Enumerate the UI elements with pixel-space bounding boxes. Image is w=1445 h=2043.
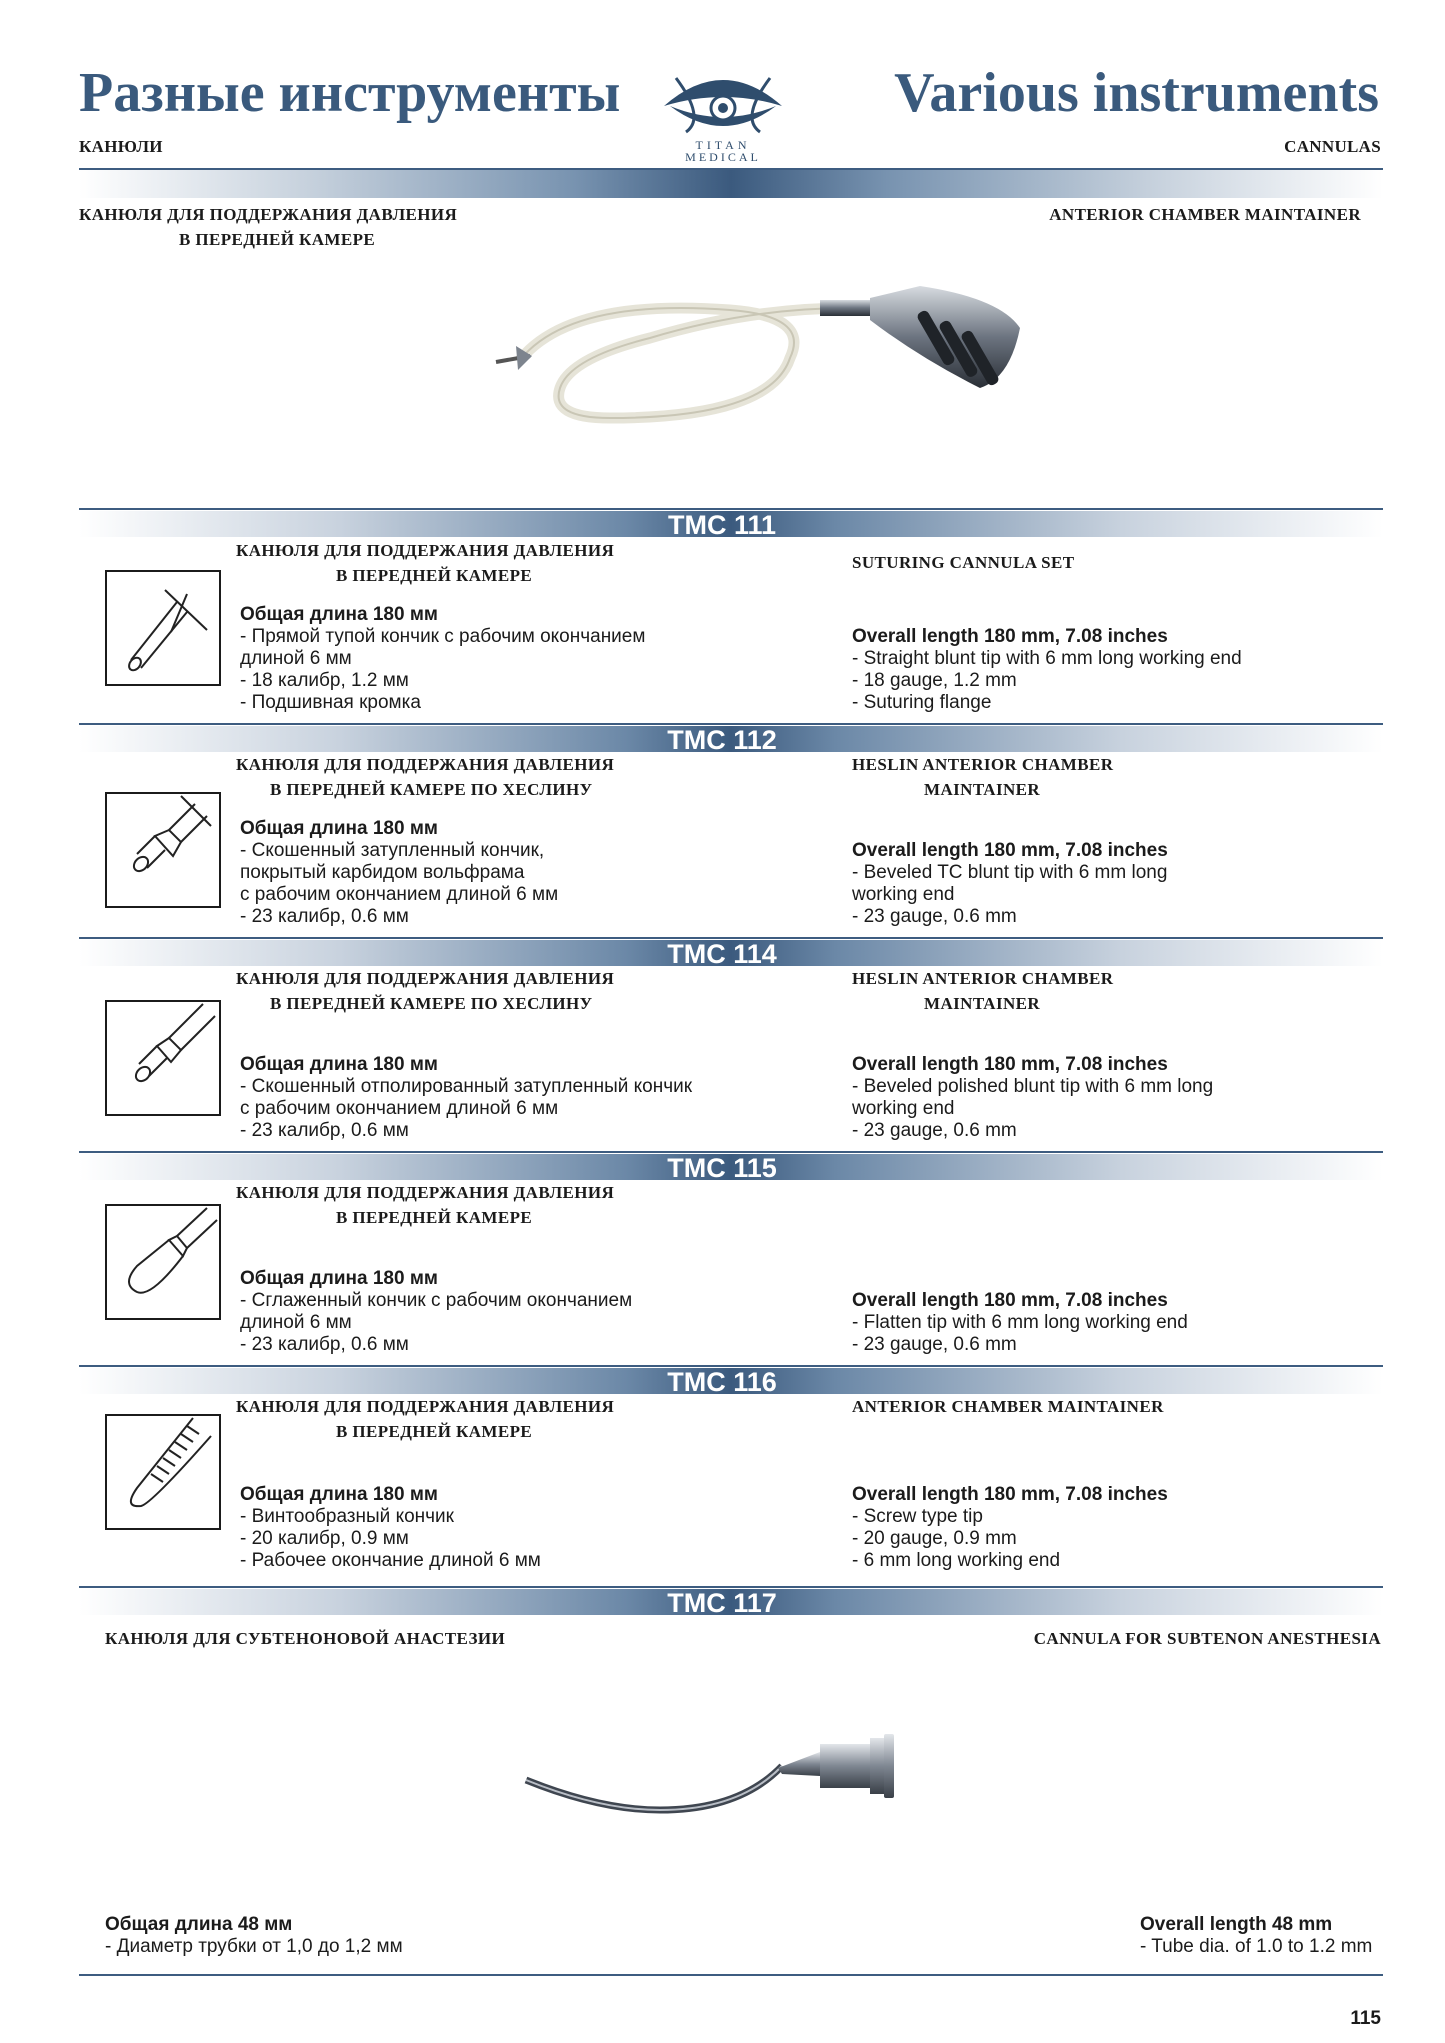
item-thumbnail: [105, 1414, 221, 1530]
item-title-ru-line2: В ПЕРЕДНЕЙ КАМЕРЕ: [336, 566, 533, 585]
item-thumbnail: [105, 570, 221, 686]
top-caption-ru-line1: КАНЮЛЯ ДЛЯ ПОДДЕРЖАНИЯ ДАВЛЕНИЯ: [79, 205, 458, 224]
beveled-tc-tip-icon: [107, 794, 219, 906]
item-spec-ru: [240, 818, 558, 928]
spec-line: покрытый карбидом вольфрама: [240, 862, 525, 883]
spec-line: - Straight blunt tip with 6 mm long working end: [852, 648, 1242, 669]
spec-line: - 23 калибр, 0.6 мм: [240, 906, 409, 927]
beveled-polished-tip-icon: [107, 1002, 219, 1114]
item-title-ru: [236, 1180, 614, 1230]
item-spec-ru: [240, 1268, 632, 1356]
spec-heading: Общая длина 48 мм: [105, 1914, 293, 1935]
top-caption-ru-line2: В ПЕРЕДНЕЙ КАМЕРЕ: [179, 230, 376, 249]
straight-blunt-tip-icon: [107, 572, 219, 684]
spec-heading: Общая длина 180 мм: [240, 1268, 438, 1289]
item-title-en: [852, 966, 1113, 1016]
last-item-spec-ru: [105, 1914, 403, 1958]
last-item-caption-en: CANNULA FOR SUBTENON ANESTHESIA: [1033, 1629, 1381, 1648]
item-thumbnail: [105, 1000, 221, 1116]
item-thumbnail: [105, 1204, 221, 1320]
item-title-ru-line1: КАНЮЛЯ ДЛЯ ПОДДЕРЖАНИЯ ДАВЛЕНИЯ: [236, 755, 615, 774]
item-title-ru: [236, 752, 614, 802]
item-spec-en: [852, 840, 1168, 928]
spec-line: длиной 6 мм: [240, 648, 352, 669]
item-title-ru-line1: КАНЮЛЯ ДЛЯ ПОДДЕРЖАНИЯ ДАВЛЕНИЯ: [236, 541, 615, 560]
spec-heading: Overall length 180 mm, 7.08 inches: [852, 1290, 1168, 1311]
spec-line: - 23 gauge, 0.6 mm: [852, 1334, 1017, 1355]
spec-line: - 18 калибр, 1.2 мм: [240, 670, 409, 691]
spec-heading: Overall length 180 mm, 7.08 inches: [852, 840, 1168, 861]
page-title-ru: Разные инструменты: [79, 62, 621, 124]
item-title-ru-line1: КАНЮЛЯ ДЛЯ ПОДДЕРЖАНИЯ ДАВЛЕНИЯ: [236, 1183, 615, 1202]
spec-line: длиной 6 мм: [240, 1312, 352, 1333]
spec-line: - Диаметр трубки от 1,0 до 1,2 мм: [105, 1936, 403, 1957]
item-title-ru: [236, 966, 614, 1016]
spec-line: - 20 gauge, 0.9 mm: [852, 1528, 1017, 1549]
item-spec-en: [852, 626, 1242, 714]
spec-line: - 6 mm long working end: [852, 1550, 1061, 1571]
last-item-spec-en: [1140, 1914, 1372, 1958]
item-title-ru-line2: В ПЕРЕДНЕЙ КАМЕРЕ: [336, 1208, 533, 1227]
item-spec-en: [852, 1290, 1188, 1356]
item-spec-en: [852, 1054, 1213, 1142]
spec-line: - 23 gauge, 0.6 mm: [852, 906, 1017, 927]
item-code: TMC 114: [667, 939, 777, 969]
item-title-en-line2: MAINTAINER: [924, 780, 1041, 799]
subtenon-cannula-photo-icon: [520, 1730, 920, 1840]
spec-line: - Screw type tip: [852, 1506, 983, 1527]
spec-line: - Flatten tip with 6 mm long working end: [852, 1312, 1188, 1333]
spec-line: working end: [852, 1098, 955, 1119]
page-title-en: Various instruments: [894, 62, 1379, 124]
screw-type-tip-icon: [107, 1416, 219, 1528]
section-subtitle-ru: КАНЮЛИ: [79, 137, 163, 156]
spec-heading: Общая длина 180 мм: [240, 818, 438, 839]
item-title-ru-line2: В ПЕРЕДНЕЙ КАМЕРЕ: [336, 1422, 533, 1441]
top-caption-en: ANTERIOR CHAMBER MAINTAINER: [1049, 205, 1361, 224]
spec-line: - 18 gauge, 1.2 mm: [852, 670, 1017, 691]
page-number: 115: [1350, 2008, 1381, 2029]
spec-line: - Прямой тупой кончик с рабочим окончанием: [240, 626, 646, 647]
spec-line: - 20 калибр, 0.9 мм: [240, 1528, 409, 1549]
item-spec-ru: [240, 1484, 541, 1572]
item-title-ru: [236, 538, 614, 588]
item-title-ru: [236, 1394, 614, 1444]
item-title-en: [852, 550, 1074, 575]
logo-text-line1: TITAN: [695, 138, 751, 152]
spec-line: - 23 gauge, 0.6 mm: [852, 1120, 1017, 1141]
item-title-ru-line1: КАНЮЛЯ ДЛЯ ПОДДЕРЖАНИЯ ДАВЛЕНИЯ: [236, 1397, 615, 1416]
anterior-chamber-maintainer-image: [490, 268, 1050, 448]
item-thumbnail: [105, 792, 221, 908]
spec-line: working end: [852, 884, 955, 905]
item-title-en: [852, 1394, 1164, 1419]
item-spec-en: [852, 1484, 1168, 1572]
last-item-caption-ru: КАНЮЛЯ ДЛЯ СУБТЕНОНОВОЙ АНАСТЕЗИИ: [105, 1629, 506, 1648]
item-code: TMC 117: [667, 1588, 777, 1618]
spec-heading: Общая длина 180 мм: [240, 1054, 438, 1075]
spec-heading: Overall length 180 mm, 7.08 inches: [852, 1484, 1168, 1505]
spec-line: - Скошенный отполированный затупленный кончик: [240, 1076, 693, 1097]
spec-line: - Скошенный затупленный кончик,: [240, 840, 545, 861]
titan-medical-logo: [656, 58, 790, 162]
item-title-en-line1: SUTURING CANNULA SET: [852, 553, 1075, 572]
spec-line: - Винтообразный кончик: [240, 1506, 454, 1527]
item-title-en-line1: ANTERIOR CHAMBER MAINTAINER: [852, 1397, 1164, 1416]
spec-line: - Подшивная кромка: [240, 692, 421, 713]
spec-line: - Beveled TC blunt tip with 6 mm long: [852, 862, 1168, 883]
spec-line: - Suturing flange: [852, 692, 992, 713]
logo-text-line2: MEDICAL: [685, 150, 761, 164]
spec-heading: Overall length 48 mm: [1140, 1914, 1333, 1935]
spec-heading: Overall length 180 mm, 7.08 inches: [852, 1054, 1168, 1075]
footer-divider: [79, 1974, 1383, 1976]
section-subtitle-en: CANNULAS: [1284, 137, 1381, 156]
subtenon-cannula-image: [520, 1730, 920, 1840]
spec-line: - 23 калибр, 0.6 мм: [240, 1334, 409, 1355]
item-spec-ru: [240, 1054, 692, 1142]
spec-line: - Сглаженный кончик с рабочим окончанием: [240, 1290, 633, 1311]
item-title-en-line1: HESLIN ANTERIOR CHAMBER: [852, 969, 1114, 988]
spec-line: - Рабочее окончание длиной 6 мм: [240, 1550, 541, 1571]
item-code: TMC 111: [667, 510, 777, 540]
top-caption-ru: [79, 202, 457, 252]
item-title-en: [852, 752, 1113, 802]
spec-heading: Overall length 180 mm, 7.08 inches: [852, 626, 1168, 647]
item-code: TMC 112: [667, 725, 777, 755]
item-title-ru-line2: В ПЕРЕДНЕЙ КАМЕРЕ ПО ХЕСЛИНУ: [270, 994, 593, 1013]
spec-line: с рабочим окончанием длиной 6 мм: [240, 1098, 559, 1119]
item-code: TMC 115: [667, 1153, 777, 1183]
spec-line: - Tube dia. of 1.0 to 1.2 mm: [1140, 1936, 1373, 1957]
spec-line: с рабочим окончанием длиной 6 мм: [240, 884, 559, 905]
spec-heading: Общая длина 180 мм: [240, 1484, 438, 1505]
item-code: TMC 116: [667, 1367, 777, 1397]
anterior-chamber-maintainer-photo-icon: [490, 268, 1050, 448]
item-title-en-line2: MAINTAINER: [924, 994, 1041, 1013]
spec-line: - 23 калибр, 0.6 мм: [240, 1120, 409, 1141]
item-title-en-line1: HESLIN ANTERIOR CHAMBER: [852, 755, 1114, 774]
spec-heading: Общая длина 180 мм: [240, 604, 438, 625]
item-title-ru-line1: КАНЮЛЯ ДЛЯ ПОДДЕРЖАНИЯ ДАВЛЕНИЯ: [236, 969, 615, 988]
item-spec-ru: [240, 604, 645, 714]
flatten-tip-icon: [107, 1206, 219, 1318]
item-title-ru-line2: В ПЕРЕДНЕЙ КАМЕРЕ ПО ХЕСЛИНУ: [270, 780, 593, 799]
header-gradient-band: [79, 170, 1383, 198]
spec-line: - Beveled polished blunt tip with 6 mm long: [852, 1076, 1214, 1097]
